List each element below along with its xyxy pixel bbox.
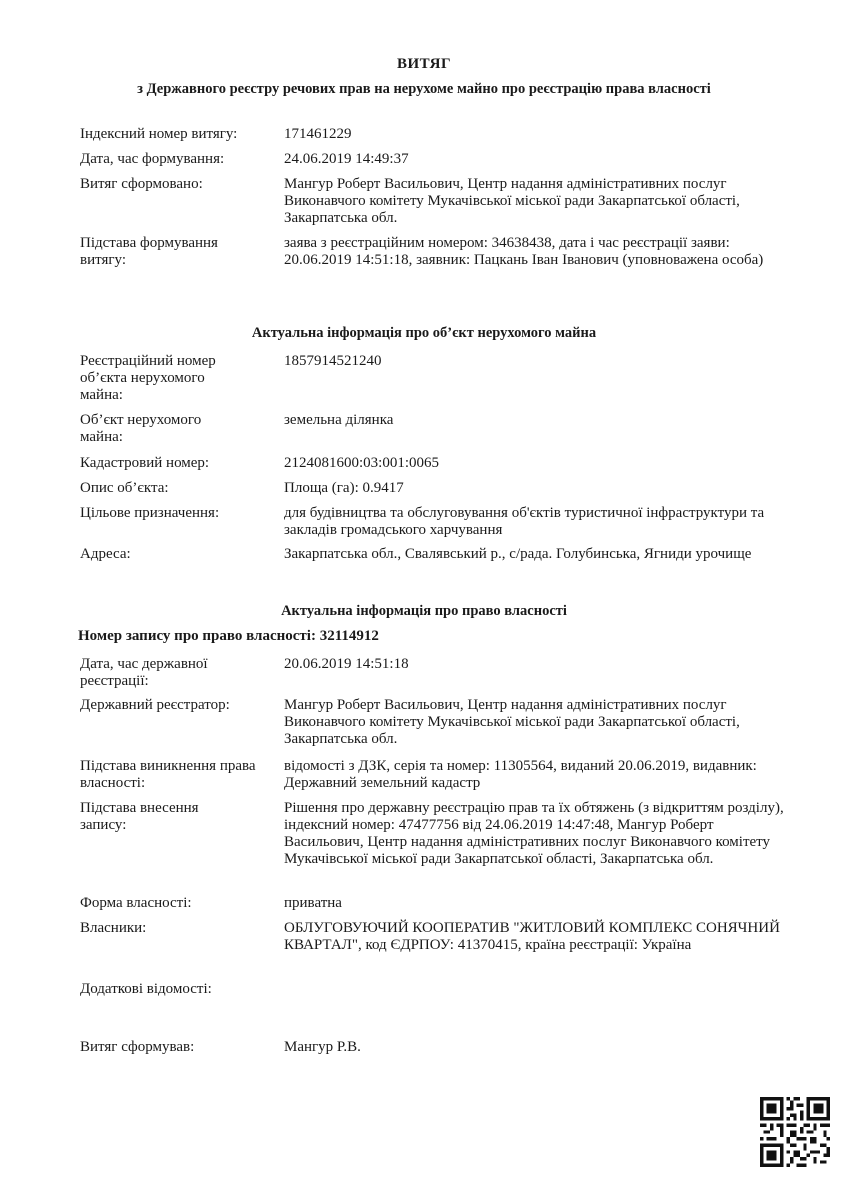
- document-subtitle: з Державного реєстру речових прав на нерухоме майно про реєстрацію права власності: [137, 81, 711, 97]
- field-label: Державний реєстратор:: [80, 697, 230, 713]
- field-label: Додаткові відомості:: [80, 981, 212, 997]
- field-value: 171461229: [284, 126, 352, 142]
- document-title: ВИТЯГ: [397, 56, 451, 72]
- field-label: Власники:: [80, 920, 147, 936]
- field-label: Опис об’єкта:: [80, 480, 169, 496]
- field-value: Мангур Роберт Васильович, Центр надання адміністративних послуг Виконавчого комітету Мукачівської міської ради Закарпатської області, Закарпатська обл.: [284, 697, 740, 747]
- field-value: 20.06.2019 14:51:18: [284, 656, 409, 672]
- field-label: Кадастровий номер:: [80, 455, 210, 471]
- field-label: Підстава виникнення права власності:: [80, 758, 256, 791]
- field-value: Рішення про державну реєстрацію прав та їх обтяжень (з відкриттям розділу), індексний номер: 47477756 від 24.06.2019 14:47:48, Мангур Роберт Васильович, Центр надання адміністративних послуг Виконавчого комітету Мукачівської міської ради Закарпатської області, Закарпатська обл.: [284, 800, 784, 867]
- field-label: Цільове призначення:: [80, 505, 220, 521]
- field-label: Адреса:: [80, 546, 131, 562]
- field-value: 24.06.2019 14:49:37: [284, 151, 409, 167]
- field-value: для будівництва та обслуговування об'єктів туристичної інфраструктури та закладів громадського харчування: [284, 505, 765, 538]
- object-section-title: Актуальна інформація про об’єкт нерухомого майна: [251, 325, 597, 341]
- field-label: Витяг сформовано:: [80, 176, 203, 192]
- field-value: 1857914521240: [284, 353, 382, 369]
- field-value: відомості з ДЗК, серія та номер: 11305564, виданий 20.06.2019, видавник: Державний земельний кадастр: [284, 758, 757, 791]
- qr-code-icon: [760, 1097, 830, 1167]
- field-label: Підстава формування витягу:: [80, 235, 218, 268]
- field-label: Форма власності:: [80, 895, 192, 911]
- field-label: Об’єкт нерухомого майна:: [80, 412, 202, 445]
- field-value: заява з реєстраційним номером: 34638438, дата і час реєстрації заяви: 20.06.2019 14:51:18, заявник: Пацкань Іван Іванович (уповноважена особа): [284, 235, 764, 268]
- field-value: Мангур Роберт Васильович, Центр надання адміністративних послуг Виконавчого комітету Мукачівської міської ради Закарпатської області, Закарпатська обл.: [284, 176, 740, 226]
- field-value: Закарпатська обл., Свалявський р., с/рада. Голубинська, Ягниди урочище: [284, 546, 752, 562]
- footer-label: Витяг сформував:: [80, 1039, 195, 1055]
- field-label: Дата, час державної реєстрації:: [80, 656, 208, 689]
- ownership-section-title: Актуальна інформація про право власності: [281, 603, 567, 619]
- field-label: Реєстраційний номер об’єкта нерухомого майна:: [80, 353, 216, 403]
- field-label: Підстава внесення запису:: [80, 800, 199, 833]
- field-value: 2124081600:03:001:0065: [284, 455, 440, 471]
- footer-value: Мангур Р.В.: [284, 1039, 361, 1055]
- field-label: Дата, час формування:: [80, 151, 225, 167]
- field-label: Індексний номер витягу:: [80, 126, 238, 142]
- field-value: земельна ділянка: [284, 412, 394, 428]
- ownership-record-number: Номер запису про право власності: 32114912: [78, 628, 379, 644]
- field-value: ОБЛУГОВУЮЧИЙ КООПЕРАТИВ "ЖИТЛОВИЙ КОМПЛЕКС СОНЯЧНИЙ КВАРТАЛ", код ЄДРПОУ: 41370415, країна реєстрації: Україна: [284, 920, 780, 953]
- field-value: приватна: [284, 895, 342, 911]
- field-value: Площа (га): 0.9417: [284, 480, 404, 496]
